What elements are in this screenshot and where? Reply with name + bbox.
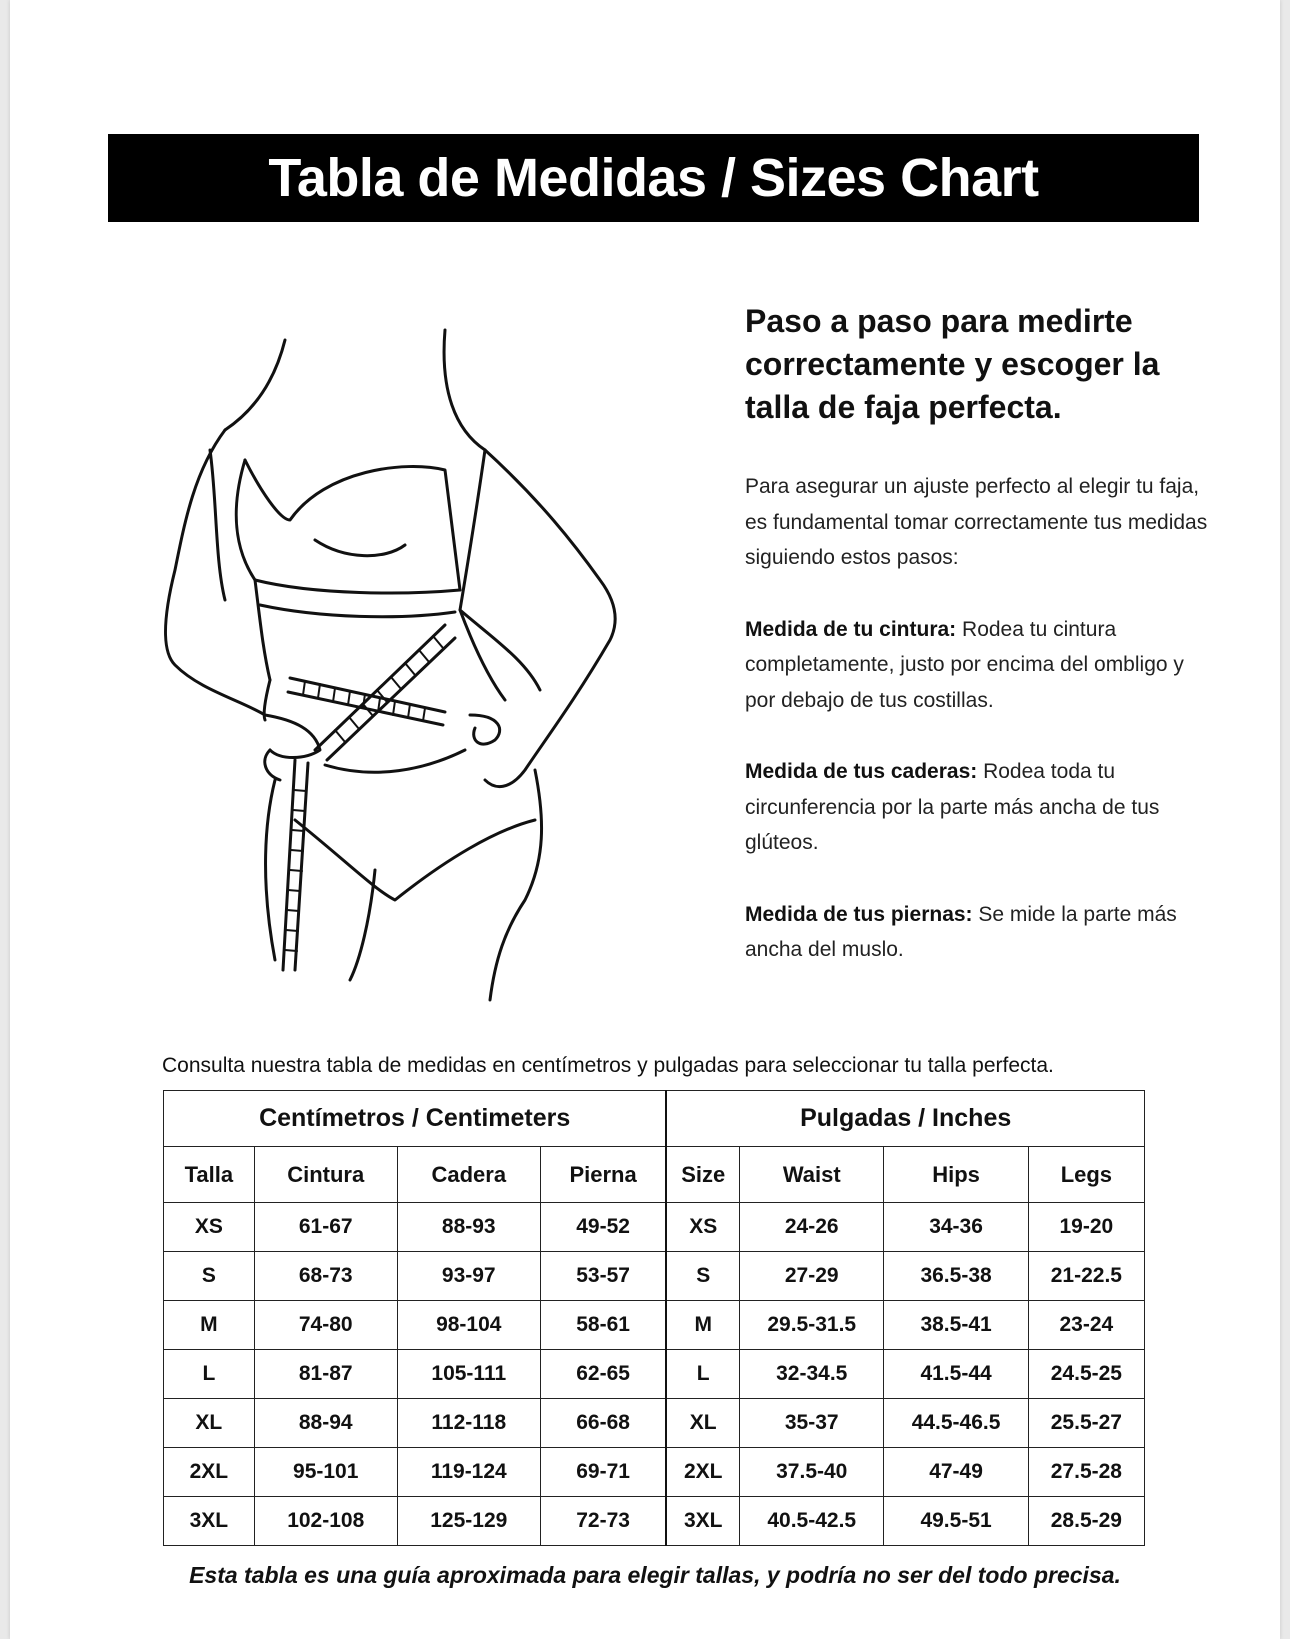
column-header: Hips <box>884 1147 1028 1203</box>
table-cell: 44.5-46.5 <box>884 1399 1028 1448</box>
table-cell: 68-73 <box>254 1252 397 1301</box>
table-cell: 41.5-44 <box>884 1350 1028 1399</box>
table-cell: 3XL <box>164 1497 255 1546</box>
hips-label: Medida de tus caderas: <box>745 760 978 783</box>
waist-text: Rodea tu cintura completamente, justo por encima del ombligo y por debajo de tus costillas. <box>745 617 1184 712</box>
table-cell: 23-24 <box>1028 1301 1144 1350</box>
page-title: Tabla de Medidas / Sizes Chart <box>268 148 1039 208</box>
table-row <box>164 1350 1145 1399</box>
table-cell: 19-20 <box>1028 1203 1144 1252</box>
table-cell: 36.5-38 <box>884 1252 1028 1301</box>
table-row <box>164 1301 1145 1350</box>
group-header-cm: Centímetros / Centimeters <box>164 1091 667 1147</box>
table-cell: 3XL <box>666 1497 739 1546</box>
table-cell: 58-61 <box>540 1301 666 1350</box>
table-cell: 38.5-41 <box>884 1301 1028 1350</box>
table-cell: 24-26 <box>740 1203 884 1252</box>
table-row <box>164 1448 1145 1497</box>
table-cell: 81-87 <box>254 1350 397 1399</box>
column-header: Waist <box>740 1147 884 1203</box>
table-row <box>164 1203 1145 1252</box>
table-cell: 88-93 <box>397 1203 540 1252</box>
title-banner <box>108 134 1199 222</box>
table-cell: 105-111 <box>397 1350 540 1399</box>
table-cell: 25.5-27 <box>1028 1399 1144 1448</box>
table-cell: 119-124 <box>397 1448 540 1497</box>
column-header: Size <box>666 1147 739 1203</box>
table-cell: 29.5-31.5 <box>740 1301 884 1350</box>
table-cell: 66-68 <box>540 1399 666 1448</box>
hips-text: Rodea toda tu circunferencia por la parte más ancha de tus glúteos. <box>745 760 1160 854</box>
table-cell: S <box>164 1252 255 1301</box>
instructions-heading: Paso a paso para medirte correctamente y escoger la talla de faja perfecta. <box>745 303 1160 425</box>
table-cell: 102-108 <box>254 1497 397 1546</box>
table-row <box>164 1252 1145 1301</box>
table-cell: 74-80 <box>254 1301 397 1350</box>
table-cell: 47-49 <box>884 1448 1028 1497</box>
measuring-instructions <box>745 300 1210 1004</box>
column-header: Cintura <box>254 1147 397 1203</box>
table-cell: 62-65 <box>540 1350 666 1399</box>
hips-instruction <box>745 754 1210 861</box>
table-cell: 21-22.5 <box>1028 1252 1144 1301</box>
table-cell: 125-129 <box>397 1497 540 1546</box>
column-header-row <box>164 1147 1145 1203</box>
table-cell: 88-94 <box>254 1399 397 1448</box>
footnote: Esta tabla es una guía aproximada para elegir tallas, y podría no ser del todo precisa. <box>189 1562 1121 1588</box>
table-cell: 112-118 <box>397 1399 540 1448</box>
instructions-intro: Para asegurar un ajuste perfecto al elegir tu faja, es fundamental tomar correctamente tus medidas siguiendo estos pasos: <box>745 475 1208 569</box>
table-cell: XL <box>164 1399 255 1448</box>
size-table <box>163 1090 1145 1546</box>
table-cell: 24.5-25 <box>1028 1350 1144 1399</box>
table-cell: 2XL <box>666 1448 739 1497</box>
table-cell: 34-36 <box>884 1203 1028 1252</box>
table-cell: 49.5-51 <box>884 1497 1028 1546</box>
table-cell: 93-97 <box>397 1252 540 1301</box>
table-cell: 27.5-28 <box>1028 1448 1144 1497</box>
legs-instruction <box>745 897 1210 968</box>
table-cell: 95-101 <box>254 1448 397 1497</box>
table-cell: 61-67 <box>254 1203 397 1252</box>
table-cell: 49-52 <box>540 1203 666 1252</box>
table-cell: L <box>164 1350 255 1399</box>
table-cell: 53-57 <box>540 1252 666 1301</box>
column-header: Legs <box>1028 1147 1144 1203</box>
legs-text: Se mide la parte más ancha del muslo. <box>745 902 1177 961</box>
table-intro: Consulta nuestra tabla de medidas en centímetros y pulgadas para seleccionar tu talla perfecta. <box>162 1054 1054 1077</box>
table-cell: 37.5-40 <box>740 1448 884 1497</box>
table-cell: XS <box>666 1203 739 1252</box>
table-cell: 27-29 <box>740 1252 884 1301</box>
group-header-in: Pulgadas / Inches <box>666 1091 1144 1147</box>
table-cell: 2XL <box>164 1448 255 1497</box>
table-row <box>164 1497 1145 1546</box>
column-header: Talla <box>164 1147 255 1203</box>
size-table-body <box>164 1203 1145 1546</box>
table-cell: 72-73 <box>540 1497 666 1546</box>
table-cell: M <box>164 1301 255 1350</box>
table-cell: XS <box>164 1203 255 1252</box>
table-cell: L <box>666 1350 739 1399</box>
table-cell: 28.5-29 <box>1028 1497 1144 1546</box>
table-cell: 69-71 <box>540 1448 666 1497</box>
table-cell: 32-34.5 <box>740 1350 884 1399</box>
body-measuring-illustration <box>145 320 715 1010</box>
table-cell: M <box>666 1301 739 1350</box>
table-cell: XL <box>666 1399 739 1448</box>
waist-label: Medida de tu cintura: <box>745 617 957 641</box>
table-cell: 98-104 <box>397 1301 540 1350</box>
page <box>10 0 1280 1639</box>
legs-label: Medida de tus piernas: <box>745 902 973 926</box>
column-header: Pierna <box>540 1147 666 1203</box>
waist-instruction <box>745 612 1210 719</box>
table-cell: 35-37 <box>740 1399 884 1448</box>
table-cell: S <box>666 1252 739 1301</box>
table-row <box>164 1399 1145 1448</box>
table-cell: 40.5-42.5 <box>740 1497 884 1546</box>
column-header: Cadera <box>397 1147 540 1203</box>
